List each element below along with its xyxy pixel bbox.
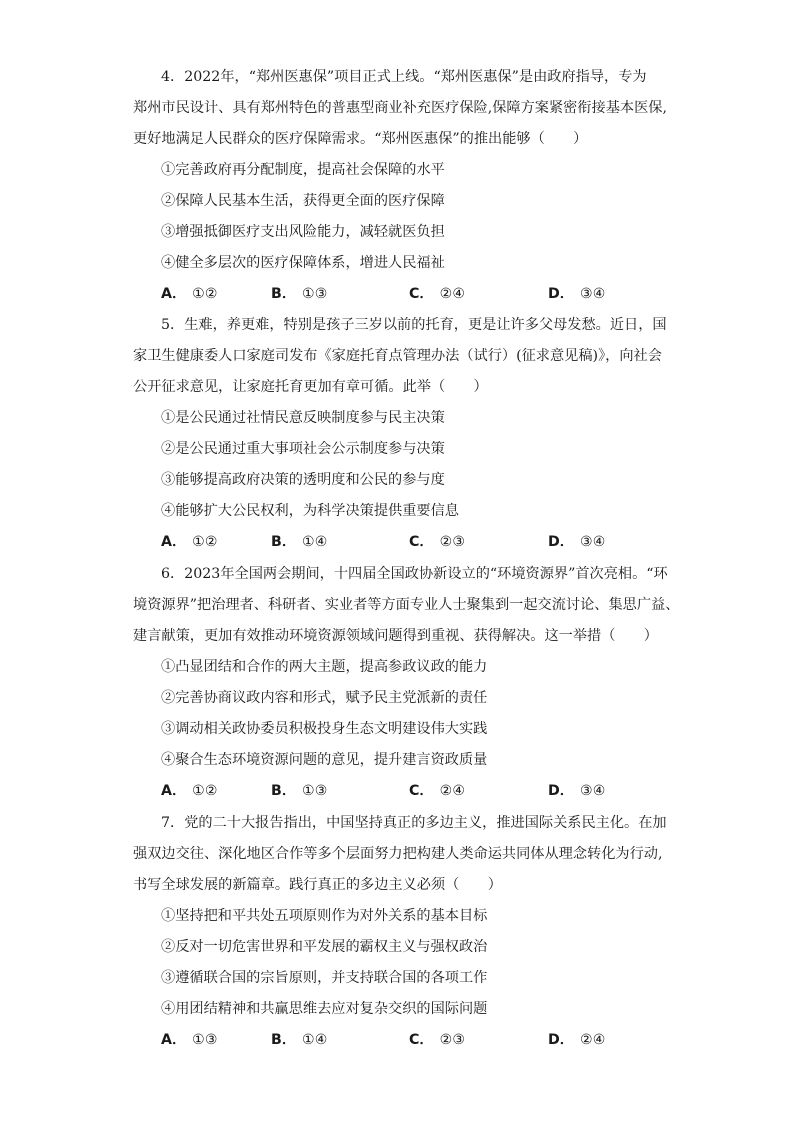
statement-option: ②完善协商议政内容和形式，赋予民主党派新的责任 [161,690,488,706]
choice-letter: B． [271,286,297,302]
question-stem-line: 境资源界”把治理者、科研者、实业者等方面专业人士聚集到一起交流讨论、集思广益、 [133,597,680,613]
choice-text: ③④ [579,286,606,302]
choice-d[interactable] [548,527,605,558]
statement-option: ②保障人民基本生活，获得更全面的医疗保障 [161,193,445,209]
question-stem-line: 郑州市民设计、具有郑州特色的普惠型商业补充医疗保险,保障方案紧密衔接基本医保, [133,100,667,116]
question-5 [133,310,667,558]
choice-letter: B． [271,1032,297,1048]
choice-text: ②④ [439,783,466,799]
question-stem-line: 4．2022年，“郑州医惠保”项目正式上线。“郑州医惠保”是由政府指导，专为 [161,69,647,85]
choice-letter: C． [409,783,434,799]
choice-letter: D． [548,1032,574,1048]
choice-letter: D． [548,286,574,302]
choice-letter: C． [409,1032,434,1048]
choice-text: ③④ [579,534,606,550]
choice-letter: A． [161,286,187,302]
choice-b[interactable] [271,1025,327,1056]
answer-choices [133,279,663,310]
answer-choices [133,1025,663,1056]
choice-d[interactable] [548,776,605,807]
statement-option: ①坚持把和平共处五项原则作为对外关系的基本目标 [161,908,488,924]
choice-text: ①② [192,286,218,302]
statement-option: ①完善政府再分配制度，提高社会保障的水平 [161,162,445,178]
choice-text: ①③ [302,286,328,302]
choice-a[interactable] [161,1025,218,1056]
choice-c[interactable] [409,1025,465,1056]
choice-letter: B． [271,534,297,550]
question-stem-line: 家卫生健康委人口家庭司发布《家庭托育点管理办法（试行）(征求意见稿)》，向社会 [133,348,662,364]
choice-letter: C． [409,286,434,302]
question-stem-line: 5．生难，养更难，特别是孩子三岁以前的托育，更是让许多父母发愁。近日，国 [161,317,667,333]
question-7 [133,808,667,1056]
question-stem-line: 建言献策，更加有效推动环境资源领域问题得到重视、获得解决。这一举措（ ） [133,628,658,644]
choice-letter: A． [161,534,187,550]
statement-option: ③能够提高政府决策的透明度和公民的参与度 [161,472,445,488]
choice-letter: D． [548,534,574,550]
choice-b[interactable] [271,527,327,558]
question-stem-line: 更好地满足人民群众的医疗保障需求。“郑州医惠保”的推出能够（ ） [133,131,588,147]
statement-option: ④用团结精神和共赢思维去应对复杂交织的国际问题 [161,1001,488,1017]
choice-c[interactable] [409,279,465,310]
choice-d[interactable] [548,279,605,310]
choice-text: ②③ [439,534,466,550]
statement-option: ③增强抵御医疗支出风险能力，减轻就医负担 [161,224,445,240]
choice-letter: D． [548,783,574,799]
statement-option: ④健全多层次的医疗保障体系，增进人民福祉 [161,255,445,271]
statement-option: ③遵循联合国的宗旨原则，并支持联合国的各项工作 [161,970,488,986]
question-stem-line: 7．党的二十大报告指出，中国坚持真正的多边主义，推进国际关系民主化。在加 [161,815,667,831]
choice-c[interactable] [409,527,465,558]
statement-option: ③调动相关政协委员积极投身生态文明建设伟大实践 [161,721,488,737]
statement-option: ②是公民通过重大事项社会公示制度参与决策 [161,441,445,457]
question-stem-line: 公开征求意见，让家庭托育更加有章可循。此举（ ） [133,379,488,395]
choice-text: ②③ [439,1032,466,1048]
choice-a[interactable] [161,527,218,558]
question-stem-line: 强双边交往、深化地区合作等多个层面努力把构建人类命运共同体从理念转化为行动, [133,846,663,862]
choice-c[interactable] [409,776,465,807]
choice-letter: A． [161,783,187,799]
choice-d[interactable] [548,1025,605,1056]
choice-a[interactable] [161,279,218,310]
statement-option: ①凸显团结和合作的两大主题，提高参政议政的能力 [161,659,488,675]
question-stem-line: 6．2023年全国两会期间，十四届全国政协新设立的“环境资源界”首次亮相。“环 [161,566,668,582]
choice-text: ②④ [579,1032,606,1048]
statement-option: ①是公民通过社情民意反映制度参与民主决策 [161,410,445,426]
choice-letter: C． [409,534,434,550]
choice-text: ①② [192,783,218,799]
question-6 [133,559,680,807]
choice-text: ②④ [439,286,466,302]
choice-a[interactable] [161,776,218,807]
choice-text: ①③ [192,1032,218,1048]
choice-b[interactable] [271,279,327,310]
answer-choices [133,776,663,807]
choice-text: ①④ [302,1032,328,1048]
choice-text: ①④ [302,534,328,550]
choice-text: ①③ [302,783,328,799]
question-stem-line: 书写全球发展的新篇章。践行真正的多边主义必须（ ） [133,877,502,893]
statement-option: ④聚合生态环境资源问题的意见，提升建言资政质量 [161,752,488,768]
statement-option: ④能够扩大公民权利，为科学决策提供重要信息 [161,503,459,519]
statement-option: ②反对一切危害世界和平发展的霸权主义与强权政治 [161,939,488,955]
answer-choices [133,527,663,558]
choice-letter: A． [161,1032,187,1048]
choice-letter: B． [271,783,297,799]
choice-text: ①② [192,534,218,550]
question-4 [133,62,667,310]
choice-b[interactable] [271,776,327,807]
choice-text: ③④ [579,783,606,799]
